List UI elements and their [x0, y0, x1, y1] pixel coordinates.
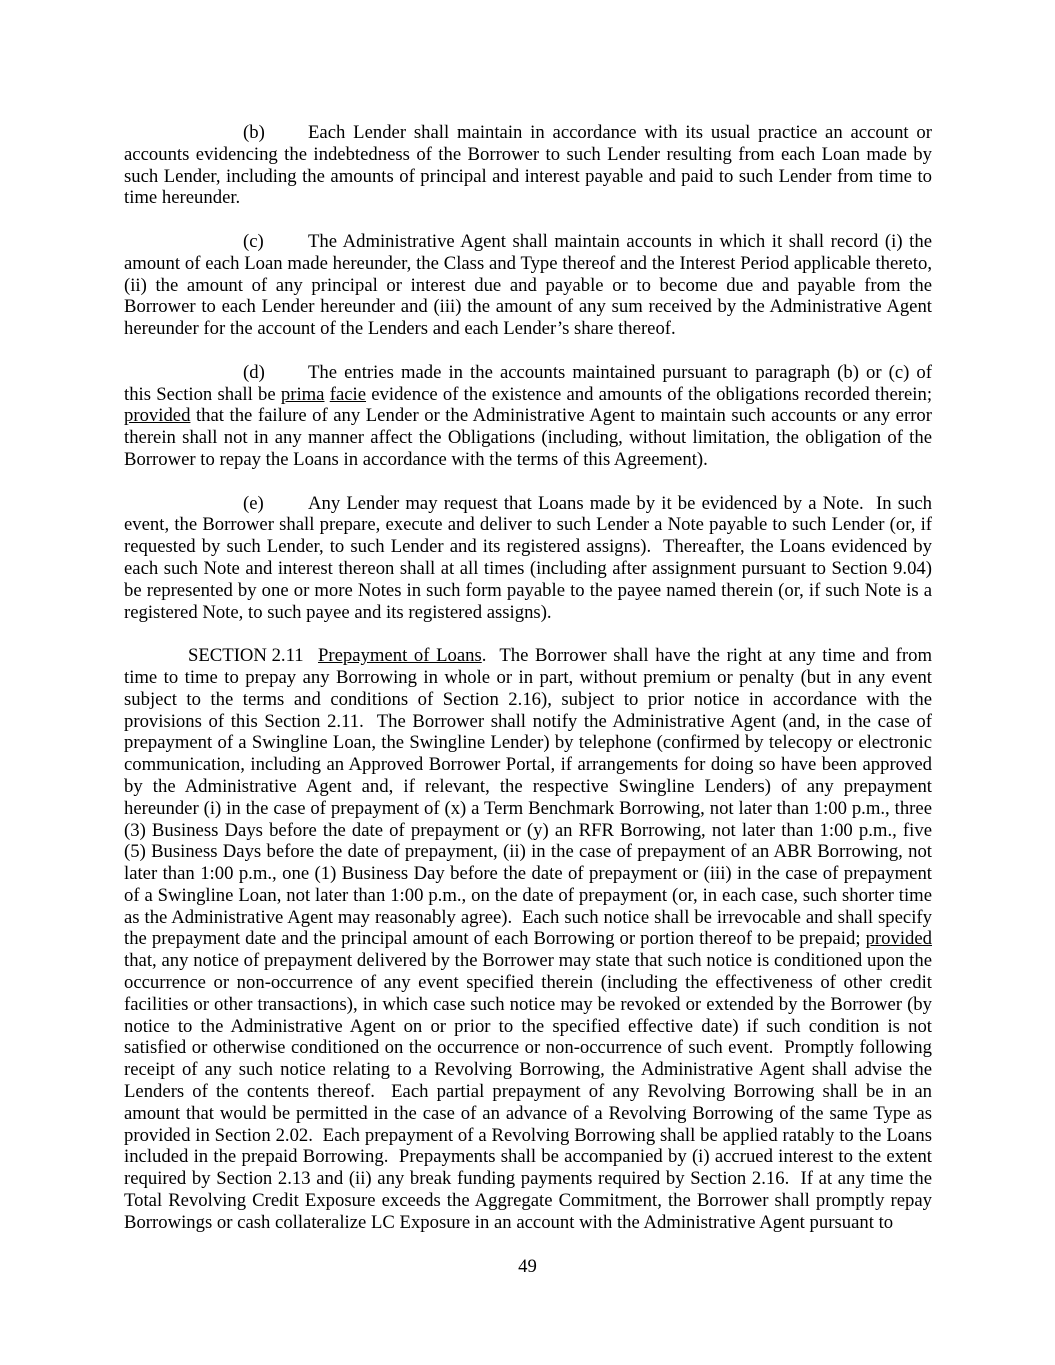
section-2-11-prepayment-of-loans-segment-4: that, any notice of prepayment delivered by the Borrower may state that such notice is conditioned upon the occurrence or non-occurrence of any event specified therein (including the effectiveness of other credit facilities or other transactions), in which case such notice may be revoked or extended by the Borrower (by notice to the Administrative Agent on or prior to the specified effective date) if such condition is not satisfied or otherwise conditioned on the occurrence or non-occurrence of such event. Promptly following receipt of any such notice relating to a Revolving Borrowing, the Administrative Agent shall advise the Lenders of the contents thereof. Each partial prepayment of any Revolving Borrowing shall be in an amount that would be permitted in the case of an advance of a Revolving Borrowing of the same Type as provided in Section 2.02. Each prepayment of a Revolving Borrowing shall be applied ratably to the Loans included in the prepaid Borrowing. Prepayments shall be accompanied by (i) accrued interest to the extent required by Section 2.13 and (ii) any break funding payments required by Section 2.16. If at any time the Total Revolving Credit Exposure exceeds the Aggregate Commitment, the Borrower shall promptly repay Borrowings or cash collateralize LC Exposure in an account with the Administrative Agent pursuant to [124, 950, 932, 1233]
paragraph-d [124, 362, 932, 471]
paragraph-d-segment-4: facie [329, 383, 367, 405]
section-2-11-prepayment-of-loans-segment-0-label: SECTION 2.11 [188, 645, 304, 667]
paragraph-d-segment-2: prima [280, 383, 325, 405]
paragraph-c-segment-1: The Administrative Agent shall maintain accounts in which it shall record (i) the amount of each Loan made hereunder, the Class and Type thereof and the Interest Period applicable thereto, (ii) the amount of any principal or interest due and payable or to become due and payable from the Borrower to each Lender hereunder and (iii) the amount of any sum received by the Administrative Agent hereunder for the account of the Lenders and each Lender’s share thereof. [124, 230, 932, 340]
paragraph-c-segment-0-label: (c) [243, 230, 264, 252]
paragraph-b [124, 122, 932, 209]
page-number: 49 [518, 1256, 537, 1277]
paragraph-d-segment-6: provided [124, 405, 191, 427]
section-2-11-prepayment-of-loans-segment-1: Prepayment of Loans [318, 645, 482, 667]
section-2-11-prepayment-of-loans [124, 645, 932, 1234]
paragraph-e [124, 493, 932, 624]
paragraph-c [124, 231, 932, 340]
paragraph-d-segment-1: The entries made in the accounts maintained pursuant to paragraph (b) or (c) of this Section shall be [124, 361, 932, 405]
paragraph-d-segment-7: that the failure of any Lender or the Administrative Agent to maintain such accounts or any error therein shall not in any manner affect the Obligations (including, without limitation, the obligation of the Borrower to repay the Loans in accordance with the terms of this Agreement). [124, 405, 932, 470]
paragraph-e-segment-1: Any Lender may request that Loans made by it be evidenced by a Note. In such event, the Borrower shall prepare, execute and deliver to such Lender a Note payable to such Lender (or, if requested by such Lender, to such Lender and its registered assigns). Thereafter, the Loans evidenced by each such Note and interest thereon shall at all times (including after assignment pursuant to Section 9.04) be represented by one or more Notes in such form payable to the payee named therein (or, if such Note is a registered Note, to such payee and its registered assigns). [124, 492, 932, 623]
paragraph-d-segment-0-label: (d) [243, 361, 265, 383]
paragraph-e-segment-0-label: (e) [243, 492, 264, 514]
document-body [124, 122, 932, 1255]
section-2-11-prepayment-of-loans-segment-3: provided [865, 928, 932, 950]
paragraph-b-segment-0-label: (b) [243, 122, 265, 143]
paragraph-b-segment-1: Each Lender shall maintain in accordance with its usual practice an account or accounts evidencing the indebtedness of the Borrower to such Lender resulting from each Loan made by such Lender, including the amounts of principal and interest payable and paid to such Lender from time to time hereunder. [124, 122, 932, 209]
paragraph-d-segment-5: evidence of the existence and amounts of the obligations recorded therein; [366, 383, 933, 405]
section-2-11-prepayment-of-loans-segment-2: . The Borrower shall have the right at any time and from time to time to prepay any Borrowing in whole or in part, without premium or penalty (but in any event subject to the terms and conditions of Section 2.16), subject to prior notice in accordance with the provisions of this Section 2.11. The Borrower shall notify the Administrative Agent (and, in the case of prepayment of a Swingline Loan, the Swingline Lender) by telephone (confirmed by telecopy or electronic communication, including an Approved Borrower Portal, if arrangements for doing so have been approved by the Administrative Agent and, if relevant, the respective Swingline Lenders) of any prepayment hereunder (i) in the case of prepayment of (x) a Term Benchmark Borrowing, not later than 1:00 p.m., three (3) Business Days before the date of prepayment or (y) an RFR Borrowing, not later than 1:00 p.m., five (5) Business Days before the date of prepayment, (ii) in the case of prepayment of an ABR Borrowing, not later than 1:00 p.m., one (1) Business Day before the date of prepayment or (iii) in the case of prepayment of a Swingline Loan, not later than 1:00 p.m., on the date of prepayment (or, in each case, such shorter time as the Administrative Agent may reasonably agree). Each such notice shall be irrevocable and shall specify the prepayment date and the principal amount of each Borrowing or portion thereof to be prepaid; [124, 645, 933, 950]
